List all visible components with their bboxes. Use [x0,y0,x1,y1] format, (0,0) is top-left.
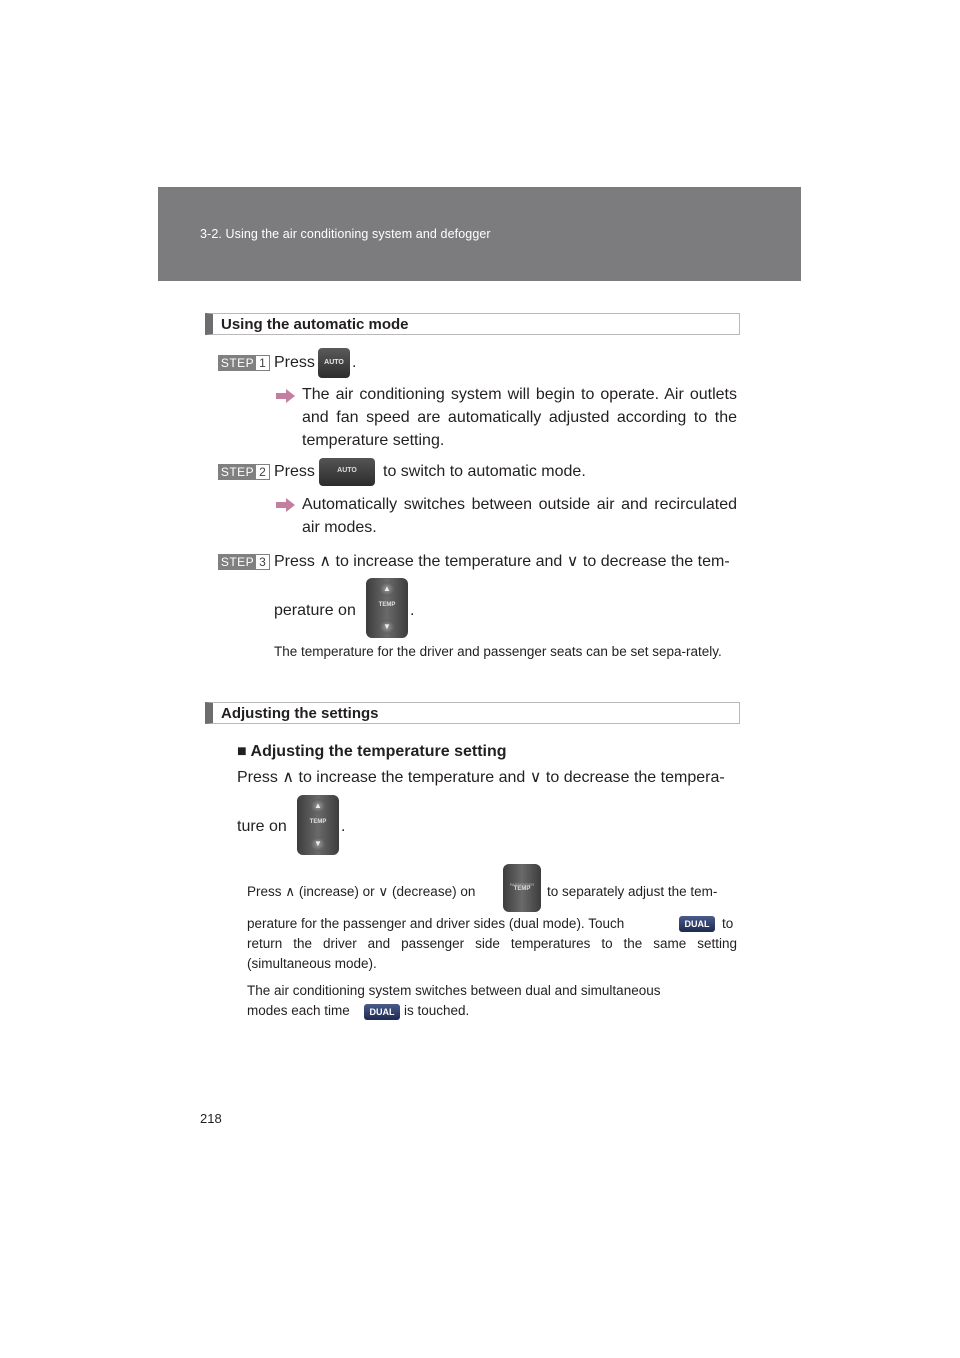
auto-airflow-button-icon [319,458,375,486]
result-arrow-icon [276,498,295,512]
step3-after: . [410,602,415,619]
section-heading-adjusting [205,702,740,724]
down-icon: ▼ [311,837,325,851]
auto-button-icon: AUTO [318,348,350,378]
step-badge-2 [218,464,270,480]
step2-result: Automatically switches between outside air and recirculated air modes. [302,496,737,536]
dual-p2a: perature for the passenger and driver sides (dual mode). Touch [247,916,625,931]
rocker-sublabel: PASSENGER [509,882,535,887]
dual-p3: return the driver and passenger side temperatures to the same setting (simultaneous mode). [247,936,737,971]
step-number: 1 [259,356,266,370]
temp-rocker-icon [366,578,408,638]
down-icon: ▼ [380,620,394,634]
step2-after: to switch to automatic mode. [383,463,586,480]
up-icon: ▲ [311,799,325,813]
header-bar [158,187,801,281]
dual-button-icon: DUAL [679,916,715,932]
step1-result: The air conditioning system will begin to operate. Air outlets and fan speed are automatically adjusted according to the temperature setting. [302,386,737,449]
step-badge-3 [218,554,270,570]
rocker-label: TEMP [309,819,327,825]
step-label: STEP [220,356,255,370]
dual-p2b: to [722,916,734,931]
dual-p1b: to separately adjust the tem- [547,884,718,899]
temp-rocker-icon [297,795,339,855]
rocker-label: TEMP [513,886,531,892]
step-number: 2 [259,465,266,479]
step3-line2: perature on [274,602,356,619]
mode-p1: The air conditioning system switches between dual and simultaneous [247,983,661,998]
dual-p1a: Press ∧ (increase) or ∨ (decrease) on [247,884,476,899]
section-heading-automatic [205,313,740,335]
mode-p2a: modes each time [247,1003,350,1018]
step-badge-1 [218,355,270,371]
heading-text: Using the automatic mode [221,316,409,333]
step-label: STEP [220,465,255,479]
step1-after: . [352,354,357,371]
section-title: 3-2. Using the air conditioning system and defogger [200,227,491,241]
adjust-after: . [341,818,346,835]
button-label: AUTO [337,467,357,474]
step2-press: Press [274,463,315,480]
result-arrow-icon [276,389,295,403]
page-number: 218 [200,1111,222,1126]
dual-button-icon: DUAL [364,1004,400,1020]
step3-note: The temperature for the driver and passenger seats can be set sepa-rately. [274,644,722,659]
up-icon: ▲ [380,582,394,596]
mode-p2b: is touched. [404,1003,470,1018]
step-label: STEP [220,555,255,569]
adjust-line2: ture on [237,818,287,835]
step3-line1: Press ∧ to increase the temperature and ∨ to decrease the tem- [274,553,730,570]
adjust-line1: Press ∧ to increase the temperature and ∨ to decrease the tempera- [237,769,725,786]
subheading: ■ Adjusting the temperature setting [237,743,507,760]
passenger-temp-rocker-icon [503,864,541,912]
step1-press: Press [274,354,315,371]
heading-text: Adjusting the settings [221,705,379,722]
rocker-label: TEMP [378,602,396,608]
step-number: 3 [259,555,266,569]
